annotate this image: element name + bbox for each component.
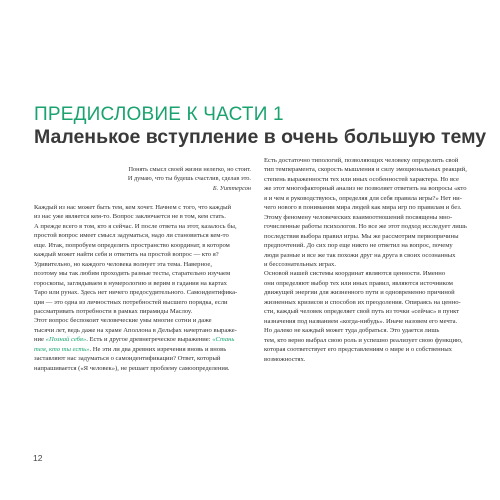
body-line [34,316,252,325]
body-line [34,269,252,278]
body-line [34,364,252,373]
body-line: тип темперамента, скорость мышления и силу эмоциональных реакций, [264,166,467,174]
body-text-segment: тысячи лет, ведь даже на храме Аполлона в Дельфах начертано выраже- [34,326,237,334]
body-text-segment: . Не эти ли два древних изречения вновь и вновь [89,345,227,353]
body-line [34,260,252,269]
body-line [34,222,252,231]
section-label: ПРЕДИСЛОВИЕ К ЧАСТИ 1 [34,104,284,125]
body-line [34,345,252,354]
body-line: Основой нашей системы координат являются ценности. Именно [264,270,446,278]
left-column-text [34,203,252,373]
body-line: тем, кто верно выбрал свою роль и успешно реализует свою функцию, [264,336,463,344]
highlighted-quote: тем, кто ты есть» [34,345,90,353]
body-line: же этот многофакторный анализ не позволяет ответить на вопросы «кто [264,185,467,193]
epigraph [40,165,251,194]
body-line: Этому феномену человеческих взаимоотношений посвящены мно- [264,213,453,221]
body-line [34,241,252,250]
highlighted-quote: «Стань [212,336,235,344]
body-line [34,203,252,212]
body-line: назначения под названием «когда-нибудь». Иначе назовем его мечта. [264,317,458,325]
body-text-segment: . Есть и другое древнегреческое выражение: [86,336,213,344]
body-text-segment: простой вопрос имеет смысл задуматься, надо ли становиться кем-то [34,232,229,240]
body-line: люди разные и все же так похожи друг на друга в своих осознанных [264,251,456,259]
body-line [34,279,252,288]
page-number: 12 [33,453,43,463]
body-text-segment: ние [34,336,46,344]
body-text-segment: Каждый из нас может быть тем, кем хочет. Начнем с того, что каждый [34,204,232,211]
highlighted-quote: «Познай себя» [45,336,87,344]
body-text-segment: напрашивается («Я человек»), не решает проблему самоопределения. [34,364,230,372]
body-text-segment: ция — это одна из личностных потребностей высшего порядка, если [34,298,228,306]
body-line: предпочтений. До сих пор еще никто не ответил на вопрос, почему [264,242,453,250]
body-line: сти, каждый человек определяет свой путь из точки «сейчас» в пункт [264,308,460,316]
body-line: гочисленные работы психологов. Но все же этот подход исследует лишь [264,223,467,231]
body-line: чего нового в понимании мира людей как мира игр по правилам и без. [264,204,462,212]
body-text-segment: из нас уже является кем-то. Вопрос заключается не в том, кем стать. [34,213,226,221]
body-line: жизненных кризисов и способов их преодоления. Опираясь на ценно- [264,298,461,306]
body-line [34,326,252,335]
body-line: и бессознательных играх. [264,260,336,268]
body-line: последствия выбора правил игры. Мы же рассмотрим первопричины [264,232,459,240]
body-line [34,335,252,344]
body-line: степень выраженности тех или иных особенностей характера. Но все [264,175,459,183]
body-line: Есть достаточно типологий, позволяющих человеку определить свой [264,157,459,164]
body-text-segment: Удивительно, но каждого человека волнует эта тема. Наверное, [34,260,212,268]
chapter-title: Маленькое вступление в очень большую тему [34,126,487,148]
epigraph-line: И думаю, что ты будешь счастлив, сделав это. [127,175,251,183]
body-line [34,307,252,316]
body-text-segment: поэтому мы так любим проходить разные тесты, старательно изучаем [34,270,231,278]
body-line [34,250,252,259]
body-text-segment: каждый может найти себя и ответить на простой вопрос — кто я? [34,251,219,259]
body-text-segment: еще. Итак, попробуем определить пространство координат, в котором [34,241,230,249]
body-line [34,298,252,307]
epigraph-author: Б. Уиттерсон [212,185,251,193]
body-text-segment: Таро или рунах. Здесь нет ничего предосудительного. Самоидентифика- [34,289,238,297]
body-line [34,288,252,297]
body-line: движущей энергии для жизненного пути и одновременно причиной [264,289,455,297]
body-text-segment: заставляют нас задуматься о самоидентификации? Ответ, который [34,355,221,363]
body-text-segment: гороскопы, заглядываем в нумерологию и верим в гадания на картах [34,279,227,287]
body-line: Но далеко не каждый может туда добраться. Это удается лишь [264,327,440,335]
body-text-segment: Этот вопрос беспокоит человеческие умы многие сотни и даже [34,317,212,325]
right-column-text [264,156,478,364]
body-line: возможностях. [264,355,306,363]
body-text-segment: А прежде всего в том, кто я сейчас. И после ответа на этот, казалось бы, [34,222,237,230]
body-line [34,354,252,363]
body-text-segment: рассматривать потребности в рамках пирамиды Маслоу. [34,307,193,315]
body-line [34,231,252,240]
body-line [34,212,252,221]
epigraph-line: Понять смысл своей жизни нелегко, но стоит. [128,166,251,173]
body-line: они определяют выбор тех или иных правил, являются источником [264,279,453,287]
body-line: я и чем я руководствуюсь, определяя для себя правила игры?» Нет ни- [264,194,462,202]
body-line: которая соответствует его представлениям о мире и о собственных [264,346,452,354]
